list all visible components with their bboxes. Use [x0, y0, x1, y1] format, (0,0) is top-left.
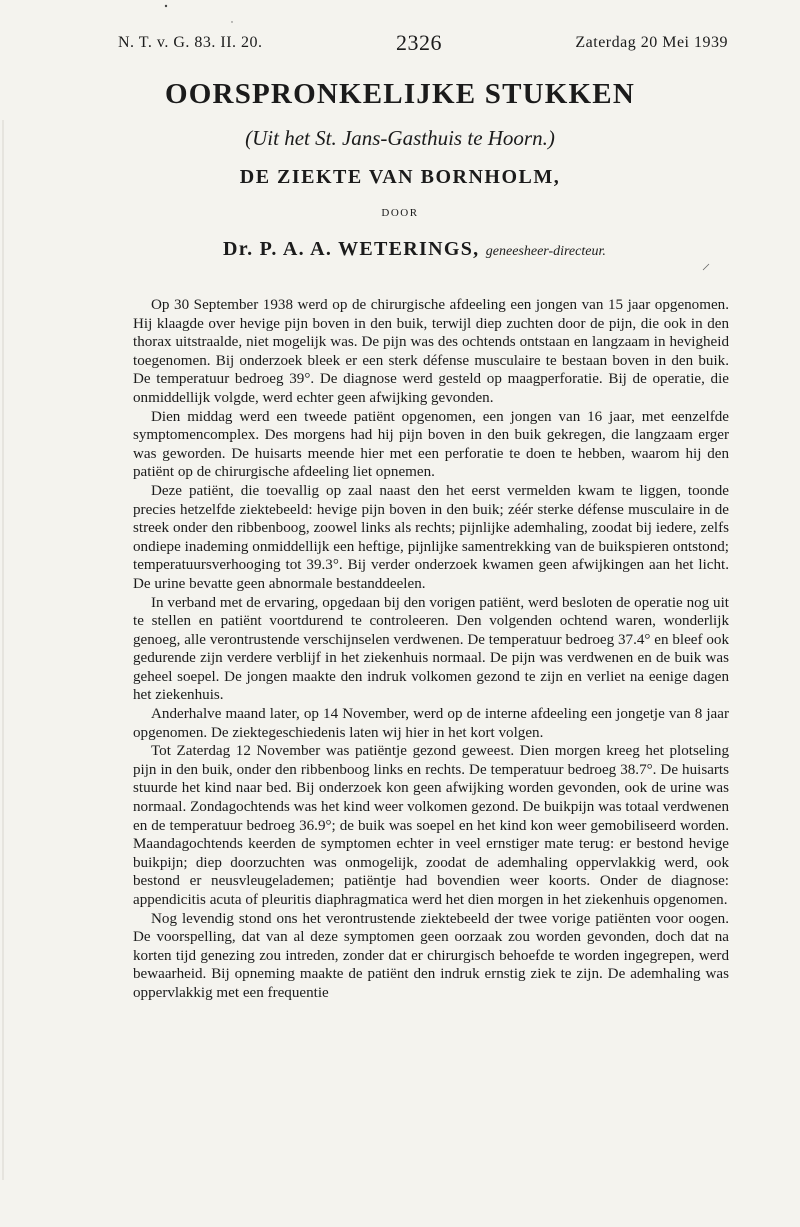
- section-title: OORSPRONKELIJKE STUKKEN: [165, 78, 635, 110]
- paragraph: Op 30 September 1938 werd op de chirurgische afdeeling een jongen van 15 jaar opgenomen. Hij klaagde over hevige pijn boven in den buik, terwijl diep zuchten door de pijn, die ook in den thorax uitstraalde, niet mogelijk was. De pijn was des ochtends ontstaan en langzaam in hevigheid toegenomen. Bij onderzoek bleek er een sterk défense musculaire te bestaan boven in den buik. De temperatuur bedroeg 39°. De diagnose werd gesteld op maagperforatie. Bij de operatie, die onmiddellijk volgde, werd echter geen afwijking gevonden.: [133, 297, 729, 406]
- page-number: 2326: [396, 30, 442, 55]
- article-body: [133, 296, 729, 1003]
- paragraph: Dien middag werd een tweede patiënt opgenomen, een jongen van 16 jaar, met eenzelfde symptomencomplex. Des morgens had hij pijn boven in den buik gekregen, die langzaam erger was geworden. De huisarts meende hier met een perforatie te doen te hebben, waarom hij den patiënt op de chirurgische afdeeling liet opnemen.: [133, 408, 729, 481]
- byline-word: DOOR: [381, 207, 419, 219]
- journal-reference: N. T. v. G. 83. II. 20.: [118, 34, 263, 51]
- paragraph: Anderhalve maand later, op 14 November, werd op de interne afdeeling een jongetje van 8 jaar opgenomen. De ziektegeschiedenis laten wij hier in het kort volgen.: [133, 706, 729, 741]
- author-line: [223, 238, 606, 261]
- author-name: Dr. P. A. A. WETERINGS,: [223, 238, 480, 260]
- paragraph: Nog levendig stond ons het verontrustende ziektebeeld der twee vorige patiënten voor oogen. De voorspelling, dat van al deze symptomen geen oorzaak zou worden gevonden, doch dat na korten tijd genezing zou intreden, zonder dat er chirurgisch behoefde te worden ingegrepen, werd bewaarheid. Bij opneming maakte de patiënt den indruk ernstig ziek te zijn. De ademhaling was oppervlakkig met een frequentie: [133, 910, 729, 1001]
- paragraph: Deze patiënt, die toevallig op zaal naast den het eerst vermelden kwam te liggen, toonde precies hetzelfde ziektebeeld: hevige pijn boven in den buik; zéér sterke défense musculaire in de streek onder den ribbenboog, zoowel links als rechts; pijnlijke ademhaling, zoodat bij iedere, zelfs ondiepe inademing onmiddellijk een heftige, pijnlijke samentrekking van de buikspieren ontstond; temperatuursverhooging tot 39.3°. Bij verder onderzoek kwamen geen afwijkingen aan het licht. De urine bevatte geen abnormale bestanddeelen.: [133, 482, 729, 592]
- institution-subtitle: (Uit het St. Jans-Gasthuis te Hoorn.): [245, 126, 555, 150]
- issue-date: Zaterdag 20 Mei 1939: [575, 34, 728, 51]
- paragraph: In verband met de ervaring, opgedaan bij den vorigen patiënt, werd besloten de operatie nog uit te stellen en patiënt voortdurend te controleeren. Den volgenden ochtend waren, wonderlijk genoeg, alle verontrustende verschijnselen verdwenen. De temperatuur bedroeg 37.4° en bleef ook gedurende zijn verdere verblijf in het ziekenhuis normaal. De pijn was verdwenen en de buik was geheel soepel. De jongen maakte den indruk volkomen gezond te zijn en verliet na eenige dagen het ziekenhuis.: [133, 594, 729, 704]
- article-title: DE ZIEKTE VAN BORNHOLM,: [239, 166, 561, 188]
- running-header: [118, 30, 728, 58]
- author-role: geneesheer-directeur.: [485, 244, 606, 259]
- paragraph: Tot Zaterdag 12 November was patiëntje gezond geweest. Dien morgen kreeg het plotseling pijn in den buik, onder den ribbenboog links en rechts. De temperatuur bedroeg 38.7°. De huisarts stuurde het kind naar bed. Bij onderzoek kon geen afwijking worden gevonden, ook de urine was normaal. Zondagochtends was het kind weer volkomen gezond. De buikpijn was totaal verdwenen en de temperatuur bedroeg 36.9°; de buik was soepel en het kind kon weer gemobiliseerd worden. Maandagochtends keerden de symptomen echter in veel ernstiger mate terug: er bestond hevige buikpijn; diep doorzuchten was onmogelijk, zoodat de ademhaling oppervlakkig werd, ook bestond er neusvleugelademen; patiëntje had bovendien weer koorts. Onder de diagnose: appendicitis acuta of pleuritis diaphragmatica werd het dien morgen in het ziekenhuis opgenomen.: [133, 743, 729, 908]
